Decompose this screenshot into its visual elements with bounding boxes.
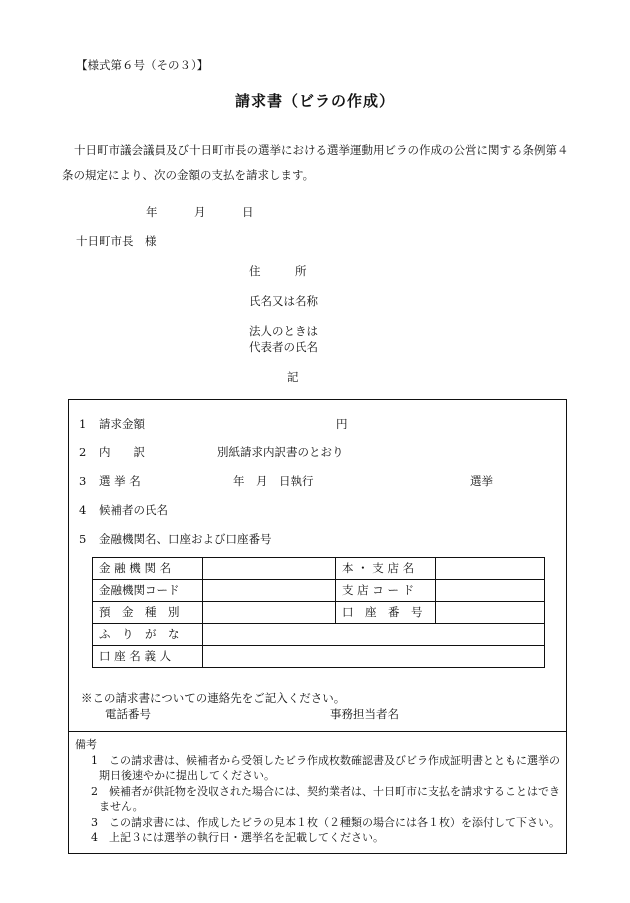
corp-label-2: 代表者の氏名 [249, 340, 318, 354]
item-4-label: 候補者の氏名 [99, 503, 168, 517]
date-month: 月 [194, 205, 206, 219]
remark-2: 2 候補者が供託物を没収された場合には、契約業者は、十日町市に支払を請求することはできません。 [91, 784, 560, 813]
corp-label-1: 法人のときは [249, 324, 318, 338]
staff-label: 事務担当者名 [330, 707, 399, 721]
claim-details-box [68, 399, 567, 854]
table-row [93, 558, 545, 580]
bank-account-table [92, 557, 545, 668]
branch-name-label: 本 ・ 支 店 名 [336, 558, 436, 580]
branch-code-cell[interactable] [436, 580, 545, 602]
item-2-value: 別紙請求内訳書のとおり [217, 445, 344, 459]
page-title: 請求書（ビラの作成） [234, 92, 395, 110]
bank-name-cell[interactable] [203, 558, 336, 580]
addressee: 十日町市長 様 [76, 234, 157, 248]
furigana-cell[interactable] [203, 624, 545, 646]
bank-name-label: 金 融 機 関 名 [93, 558, 203, 580]
furigana-label: ふ り が な [93, 624, 203, 646]
phone-label: 電話番号 [105, 707, 151, 721]
table-row [93, 624, 545, 646]
table-row [93, 646, 545, 668]
remark-1: 1 この請求書は、候補者から受領したビラ作成枚数確認書及びビラ作成証明書とともに選挙の期日後速やかに提出してください。 [91, 753, 560, 782]
intro-paragraph: 十日町市議会議員及び十日町市長の選挙における選挙運動用ビラの作成の公営に関する条例第４条の規定により、次の金額の支払を請求します。 [62, 143, 569, 182]
account-number-cell[interactable] [436, 602, 545, 624]
item-1-label: 請求金額 [99, 417, 145, 431]
name-label: 氏名又は名称 [249, 294, 318, 308]
item-3-number: 3 [79, 474, 87, 488]
item-1-number: 1 [79, 417, 87, 431]
branch-name-cell[interactable] [436, 558, 545, 580]
item-3-label: 選 挙 名 [99, 474, 141, 488]
item-1-unit: 円 [336, 417, 348, 431]
branch-code-label: 支 店 コ ー ド [336, 580, 436, 602]
bank-code-label: 金融機関コード [93, 580, 203, 602]
account-holder-cell[interactable] [203, 646, 545, 668]
item-2-number: 2 [79, 445, 87, 459]
item-5-label: 金融機関名、口座および口座番号 [99, 532, 272, 546]
item-4-number: 4 [79, 503, 87, 517]
contact-note: ※この請求書についての連絡先をご記入ください。 [81, 691, 346, 705]
item-2-label: 内 訳 [99, 445, 145, 459]
section-divider [69, 731, 566, 732]
form-number: 【様式第６号（その３）】 [76, 58, 209, 72]
ki-label: 記 [287, 370, 299, 384]
account-holder-label: 口 座 名 義 人 [93, 646, 203, 668]
deposit-type-label: 預 金 種 別 [93, 602, 203, 624]
item-3-suffix: 選挙 [470, 474, 493, 488]
deposit-type-cell[interactable] [203, 602, 336, 624]
date-year: 年 [146, 205, 158, 219]
table-row [93, 602, 545, 624]
remark-4: 4 上記３には選挙の執行日・選挙名を記載してください。 [91, 831, 384, 844]
table-row [93, 580, 545, 602]
remarks-section [75, 737, 563, 846]
address-label: 住 所 [249, 264, 307, 278]
item-3-date: 年 月 日執行 [233, 474, 314, 488]
remarks-heading: 備考 [75, 738, 97, 751]
bank-code-cell[interactable] [203, 580, 336, 602]
remark-3: 3 この請求書には、作成したビラの見本１枚（２種類の場合には各１枚）を添付して下さい。 [91, 815, 560, 829]
date-day: 日 [242, 205, 254, 219]
item-5-number: 5 [79, 532, 87, 546]
account-number-label: 口 座 番 号 [336, 602, 436, 624]
